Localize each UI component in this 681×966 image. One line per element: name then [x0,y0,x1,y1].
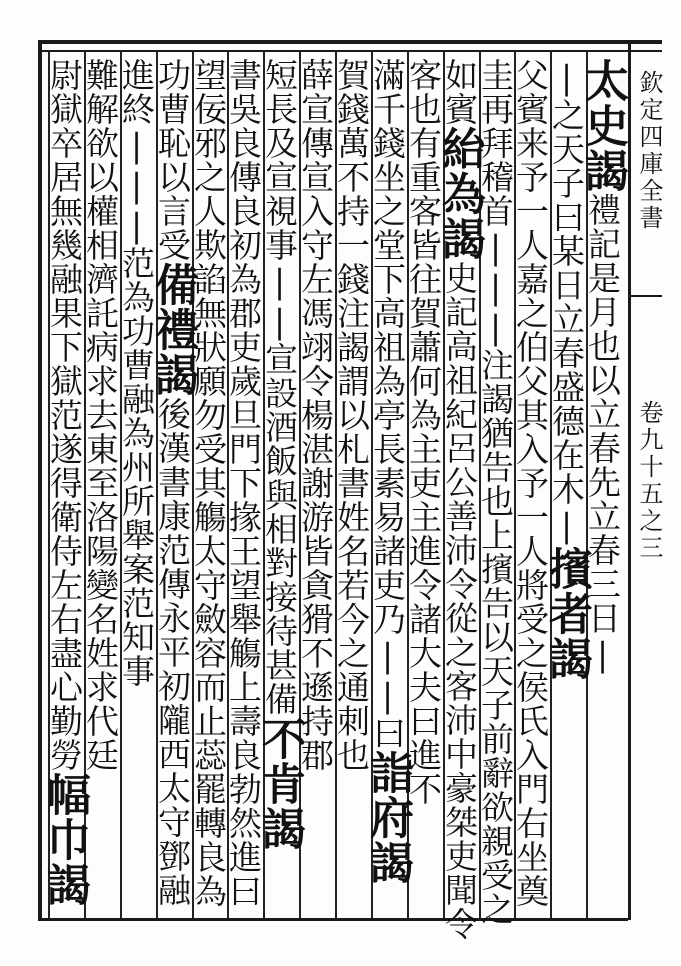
column-text: |之天子曰某日立春盛德在木| [547,58,586,546]
top-border [38,40,662,44]
text-column [404,58,443,918]
text-column [541,58,592,918]
column-text: 薛宣傳宣入守左馮翊令楊湛謝游皆貪猾不遜持郡 [296,58,335,772]
column-text: 滿千錢坐之堂下高祖為亭長素易諸吏乃||曰 [368,58,407,750]
top-border-inner [38,50,662,52]
text-column [434,58,485,941]
book-title: 欽定四庫全書 [635,70,663,232]
text-column [577,58,628,918]
column-text: 短長及宣視事||宣設酒飯與相對接待甚備 [260,58,299,716]
text-column [147,58,198,918]
text-column [117,58,156,918]
header-box-line [628,295,662,297]
column-text: 望佞邪之人欺諂無狀願勿受其觴太守斂容而止蕊罷轉良為 [189,58,228,908]
column-text: 禮記是月也以立春先立春三日| [583,193,622,675]
entry-heading: 擯者謁 [541,546,592,681]
column-text: 尉獄卒居無幾融果下獄范遂得衛侍左右盡心勤勞 [45,58,84,772]
bottom-border [38,918,628,921]
right-inner-border [628,40,631,920]
column-text: 史記高祖紀呂公善沛令從之客沛中豪桀吏聞令 [440,261,479,941]
column-text: 難解欲以權相濟託病求去東至洛陽變名姓求代廷 [81,58,120,772]
entry-heading: 備禮謁 [147,262,198,397]
column-text: 進終|||范為功曹融為州所舉案范知事 [117,58,156,688]
entry-heading: 不肯謁 [254,716,305,851]
text-column [511,58,550,918]
text-column [224,58,263,918]
entry-heading: 紿為謁 [434,126,485,261]
text-column [296,58,335,918]
column-text: 客也有重客皆往賀蕭何為主吏主進令諸大夫曰進不 [404,58,443,806]
column-text: 後漢書康范傳永平初隴西太守鄧融 [153,397,192,907]
entry-heading: 詣府謁 [362,750,413,885]
entry-heading: 幅巾謁 [39,772,90,907]
text-column [332,58,371,918]
column-text: 圭再拜稽首|||注謁猶告也上擯告以天子前辭欲親受之 [476,58,515,926]
column-text: 書吳良傳良初為郡吏歲旦門下掾王望舉觴上壽良勃然進曰 [224,58,263,908]
text-column [81,58,120,918]
text-column [476,58,515,926]
juan-label: 卷九十五之三 [635,400,663,562]
column-text: 父賓来予一人嘉之伯父其入予一人將受之侯氏入門右坐奠 [511,58,550,908]
text-column [39,58,90,918]
column-text: 如賓 [440,58,479,126]
column-text: 賀錢萬不持一錢注謁謂以札書姓名若今之通刺也 [332,58,371,772]
text-column [254,58,305,918]
text-column [189,58,228,918]
column-text: 功曹恥以言受 [153,58,192,262]
text-column [362,58,413,918]
entry-heading: 太史謁 [577,58,628,193]
